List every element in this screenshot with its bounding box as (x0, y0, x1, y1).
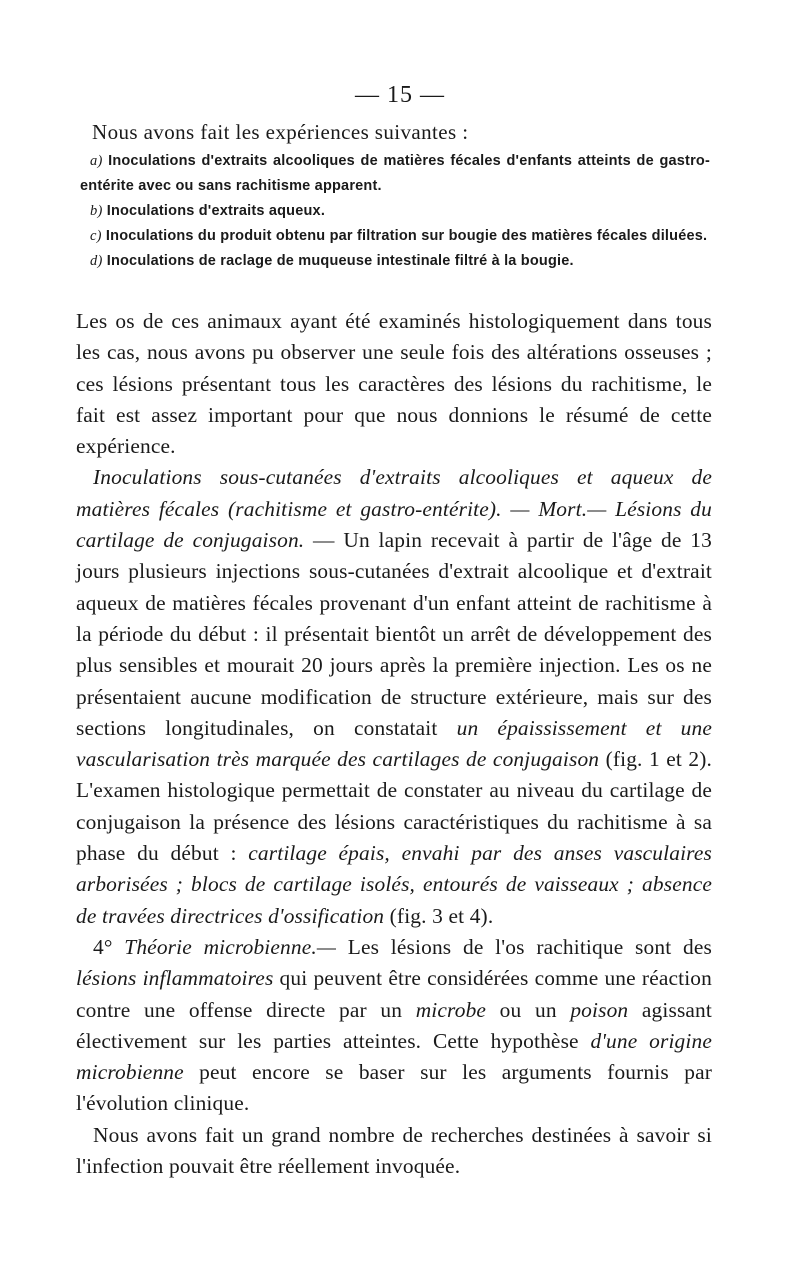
experiment-heading: Inoculations sous-cutanées d'extraits alcooliques et aqueux de matières fécales (rachitisme et gastro-entérite). — Mort.— Lésions du cartilage de conjugaison. (76, 465, 712, 553)
list-item (80, 149, 710, 199)
list-marker: d) (90, 253, 103, 269)
experiments-list (80, 120, 710, 274)
emphasis: un épaississement et une vascularisation très marquée des cartilages de conjugaison (76, 715, 713, 772)
list-item-text: Inoculations du produit obtenu par filtration sur bougie des matières fécales diluées. (105, 228, 708, 244)
list-item-text: Inoculations d'extraits alcooliques de matières fécales d'enfants atteints de gastro-entérite avec ou sans rachitisme apparent. (80, 153, 710, 194)
paragraph-research: Nous avons fait un grand nombre de recherches destinées à savoir si l'infection pouvait être réellement invoquée. (76, 1122, 712, 1179)
page-number: — 15 — (355, 82, 445, 108)
emphasis: cartilage épais, envahi par des anses vasculaires arborisées ; blocs de cartilage isolés, entourés de vaisseaux ; absence de travées directrices d'ossification (76, 841, 712, 928)
text-run: qui peuvent être considérées comme une réaction contre une offense directe par un (76, 966, 712, 1022)
experiments-intro: Nous avons fait les expériences suivantes : (92, 120, 469, 144)
section-heading: Théorie microbienne.— (112, 934, 337, 959)
text-run: ou un (486, 997, 571, 1022)
emphasis: d'une origine microbienne (76, 1028, 712, 1085)
list-item-text: Inoculations d'extraits aqueux. (106, 203, 326, 219)
list-marker: a) (90, 153, 103, 169)
list-item (80, 224, 710, 249)
text-run: Les lésions de l'os rachitique sont des (336, 934, 712, 959)
emphasis: microbe (415, 997, 487, 1022)
paragraph-results: Les os de ces animaux ayant été examinés histologiquement dans tous les cas, nous avons pu observer une seule fois des altérations osseuses ; ces lésions présentant tous les caractères des lésions du rachitisme, le fait est assez important pour que nous donnions le résumé de cette expérience. (76, 309, 712, 459)
list-item-text: Inoculations de raclage de muqueuse intestinale filtré à la bougie. (106, 253, 574, 269)
list-item (80, 249, 710, 274)
list-item (80, 199, 710, 224)
text-run: (fig. 1 et 2). L'examen histologique permettait de constater au niveau du cartilage de conjugaison la présence des lésions caractéristiques du rachitisme à sa phase du début : (76, 747, 712, 866)
paragraph-theory (76, 932, 712, 1120)
section-number: 4° (93, 934, 113, 959)
text-run: peut encore se baser sur les arguments fournis par l'évolution clinique. (76, 1060, 712, 1116)
list-marker: c) (90, 228, 102, 244)
list-marker: b) (90, 203, 103, 219)
text-run: (fig. 3 et 4). (384, 903, 494, 928)
text-run: agissant électivement sur les parties atteintes. Cette hypothèse (76, 997, 712, 1053)
paragraph-experiment (76, 462, 712, 931)
emphasis: lésions inflammatoires (76, 966, 274, 991)
text-run: — Un lapin recevait à partir de l'âge de 13 jours plusieurs injections sous-cutanées d'extrait alcoolique et d'extrait aqueux de matières fécales provenant d'un enfant atteint de rachitisme à la période du début : il présentait bientôt un arrêt de développement des plus sensibles et mourait 20 jours après la première injection. Les os ne présentaient aucune modification de structure extérieure, mais sur des sections longitudinales, on constatait (76, 528, 712, 740)
body-text (76, 306, 712, 1182)
emphasis: poison (570, 997, 629, 1022)
